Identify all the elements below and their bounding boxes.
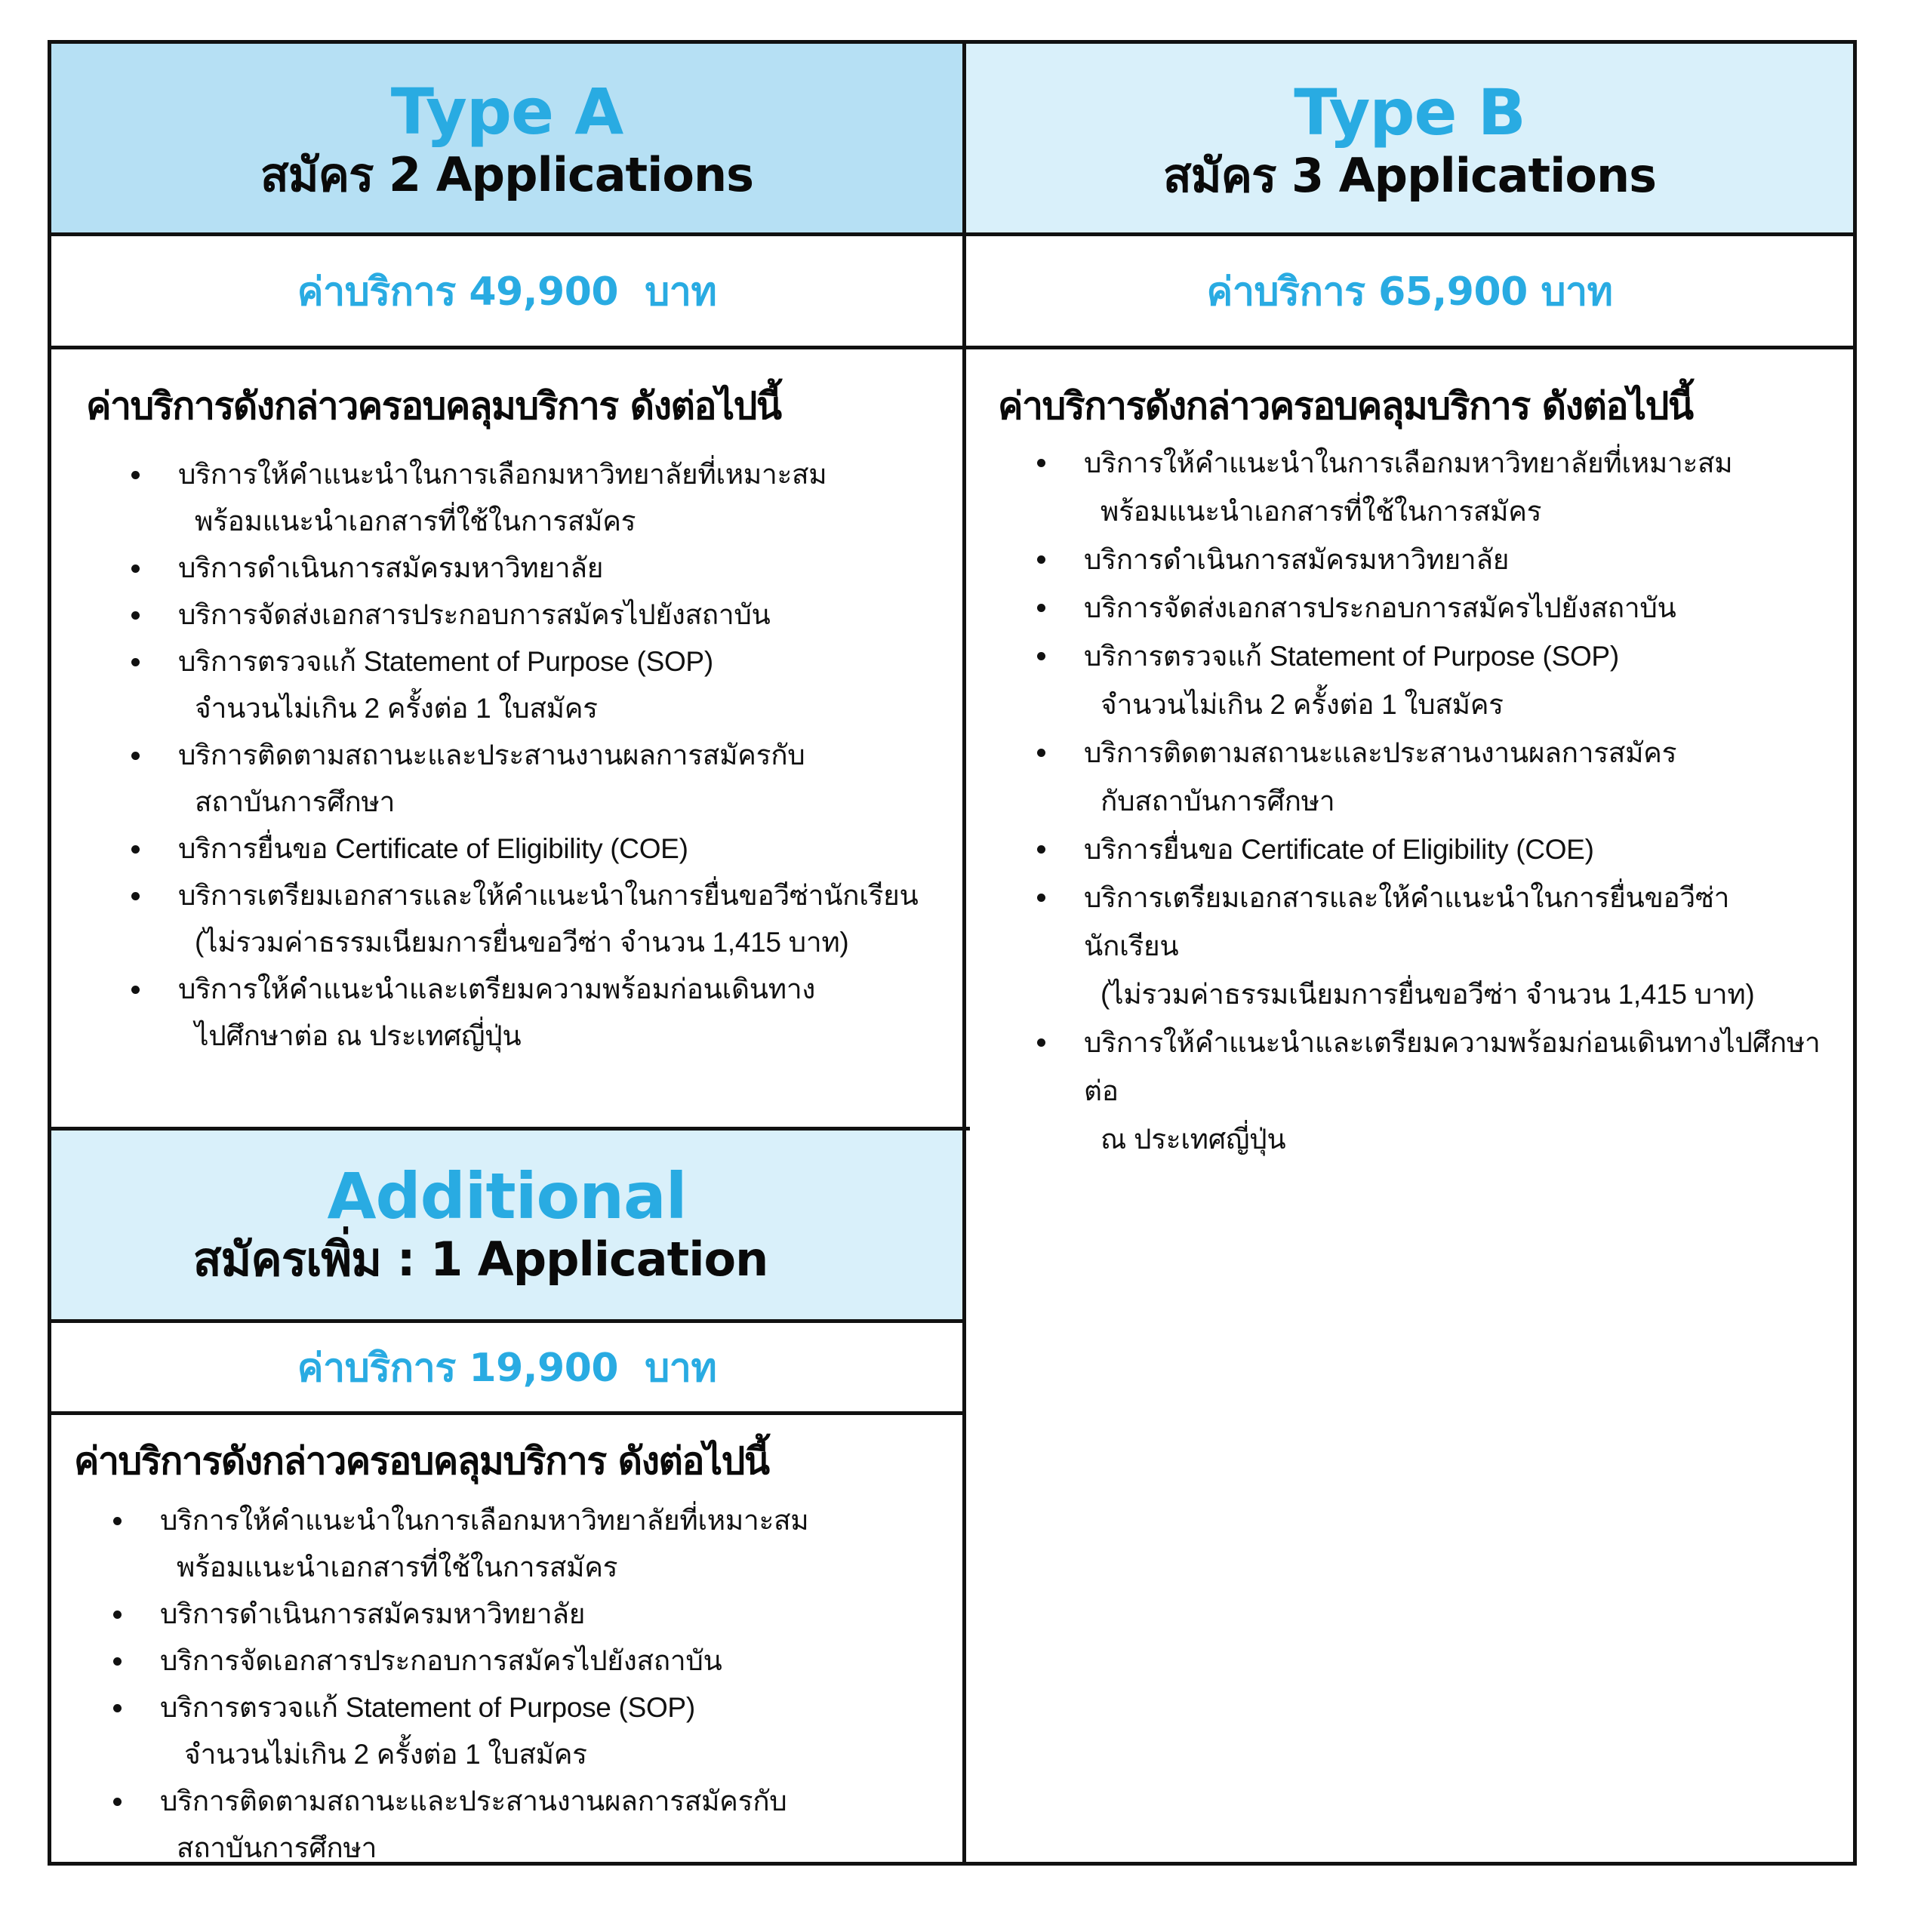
type-a-title: Type A <box>390 75 623 149</box>
type-b-content <box>966 349 1853 1862</box>
type-b-price: ค่าบริการ 65,900 บาท <box>1206 269 1613 315</box>
type-a-services-heading: ค่าบริการดังกล่าวครอบคลุมบริการ ดังต่อไปนี้ <box>86 384 781 428</box>
bullet-icon <box>131 611 140 620</box>
additional-service-list <box>63 1497 932 1872</box>
list-item: บริการดำเนินการสมัครมหาวิทยาลัย <box>987 536 1823 584</box>
type-a-content <box>51 349 962 1127</box>
bullet-icon <box>1037 459 1045 467</box>
list-item: บริการตรวจแก้ Statement of Purpose (SOP) จำนวนไม่เกิน 2 ครั้งต่อ 1 ใบสมัคร <box>82 638 932 732</box>
bullet-icon <box>113 1517 122 1525</box>
list-item: บริการดำเนินการสมัครมหาวิทยาลัย <box>82 545 932 592</box>
column-type-b <box>962 44 1853 1862</box>
type-a-price: ค่าบริการ 49,900 บาท <box>297 269 717 315</box>
type-b-service-list <box>987 439 1823 1164</box>
type-a-header <box>51 44 962 232</box>
list-item: บริการจัดส่งเอกสารประกอบการสมัครไปยังสถาบัน <box>82 592 932 638</box>
bullet-icon <box>131 986 140 994</box>
list-item: บริการยื่นขอ Certificate of Eligibility (COE) <box>987 826 1823 874</box>
additional-price-row <box>51 1319 962 1415</box>
bullet-icon <box>1037 749 1045 757</box>
column-type-a <box>51 44 962 1862</box>
additional-title: Additional <box>327 1159 687 1233</box>
list-item: บริการให้คำแนะนำในการเลือกมหาวิทยาลัยที่เหมาะสม พร้อมแนะนำเอกสารที่ใช้ในการสมัคร <box>987 439 1823 536</box>
list-item: บริการตรวจแก้ Statement of Purpose (SOP) จำนวนไม่เกิน 2 ครั้งต่อ 1 ใบสมัคร <box>63 1684 932 1778</box>
bullet-icon <box>113 1657 122 1666</box>
bullet-icon <box>131 565 140 573</box>
type-b-subtitle: สมัคร 3 Applications <box>1162 148 1657 203</box>
type-b-title: Type B <box>1294 75 1525 149</box>
type-b-services-heading: ค่าบริการดังกล่าวครอบคลุมบริการ ดังต่อไปนี้ <box>998 384 1693 428</box>
bullet-icon <box>131 658 140 666</box>
list-item: บริการให้คำแนะนำและเตรียมความพร้อมก่อนเดินทาง ไปศึกษาต่อ ณ ประเทศญี่ปุ่น <box>82 966 932 1060</box>
additional-services-heading: ค่าบริการดังกล่าวครอบคลุมบริการ ดังต่อไปนี้ <box>74 1439 769 1483</box>
type-b-price-row <box>966 232 1853 349</box>
list-item: บริการยื่นขอ Certificate of Eligibility (COE) <box>82 826 932 872</box>
list-item: บริการให้คำแนะนำในการเลือกมหาวิทยาลัยที่เหมาะสม พร้อมแนะนำเอกสารที่ใช้ในการสมัคร <box>82 451 932 545</box>
bullet-icon <box>1037 604 1045 612</box>
bullet-icon <box>113 1611 122 1619</box>
bullet-icon <box>131 752 140 760</box>
bullet-icon <box>1037 845 1045 854</box>
bullet-icon <box>113 1704 122 1712</box>
list-item: บริการตรวจแก้ Statement of Purpose (SOP) จำนวนไม่เกิน 2 ครั้งต่อ 1 ใบสมัคร <box>987 632 1823 729</box>
bullet-icon <box>1037 555 1045 564</box>
additional-header <box>51 1131 962 1319</box>
list-item: บริการติดตามสถานะและประสานงานผลการสมัคร กับสถาบันการศึกษา <box>987 729 1823 826</box>
list-item: บริการให้คำแนะนำในการเลือกมหาวิทยาลัยที่เหมาะสม พร้อมแนะนำเอกสารที่ใช้ในการสมัคร <box>63 1497 932 1591</box>
additional-price: ค่าบริการ 19,900 บาท <box>297 1346 717 1391</box>
list-item: บริการเตรียมเอกสารและให้คำแนะนำในการยื่นขอวีซ่านักเรียน (ไม่รวมค่าธรรมเนียมการยื่นขอวีซ่า จำนวน 1,415 บาท) <box>82 872 932 966</box>
additional-content <box>51 1415 962 1862</box>
list-item: บริการให้คำแนะนำและเตรียมความพร้อมก่อนเดินทางไปศึกษาต่อ ณ ประเทศญี่ปุ่น <box>987 1019 1823 1164</box>
list-item: บริการติดตามสถานะและประสานงานผลการสมัครกับ สถาบันการศึกษา <box>82 732 932 826</box>
type-a-service-list <box>82 451 932 1060</box>
type-b-header <box>966 44 1853 232</box>
bullet-icon <box>1037 1038 1045 1047</box>
list-item: บริการดำเนินการสมัครมหาวิทยาลัย <box>63 1591 932 1638</box>
bullet-icon <box>131 471 140 479</box>
bullet-icon <box>131 845 140 854</box>
pricing-table <box>48 40 1857 1866</box>
list-item: บริการจัดส่งเอกสารประกอบการสมัครไปยังสถาบัน <box>987 584 1823 632</box>
type-a-price-row <box>51 232 962 349</box>
bullet-icon <box>113 1798 122 1806</box>
bullet-icon <box>1037 894 1045 902</box>
type-a-subtitle: สมัคร 2 Applications <box>260 147 754 202</box>
bullet-icon <box>1037 652 1045 660</box>
list-item: บริการติดตามสถานะและประสานงานผลการสมัครกับ สถาบันการศึกษา <box>63 1778 932 1872</box>
additional-subtitle: สมัครเพิ่ม : 1 Application <box>192 1232 768 1287</box>
list-item: บริการจัดเอกสารประกอบการสมัครไปยังสถาบัน <box>63 1638 932 1684</box>
list-item: บริการเตรียมเอกสารและให้คำแนะนำในการยื่นขอวีซ่านักเรียน (ไม่รวมค่าธรรมเนียมการยื่นขอวีซ่า จำนวน 1,415 บาท) <box>987 874 1823 1019</box>
bullet-icon <box>131 892 140 900</box>
